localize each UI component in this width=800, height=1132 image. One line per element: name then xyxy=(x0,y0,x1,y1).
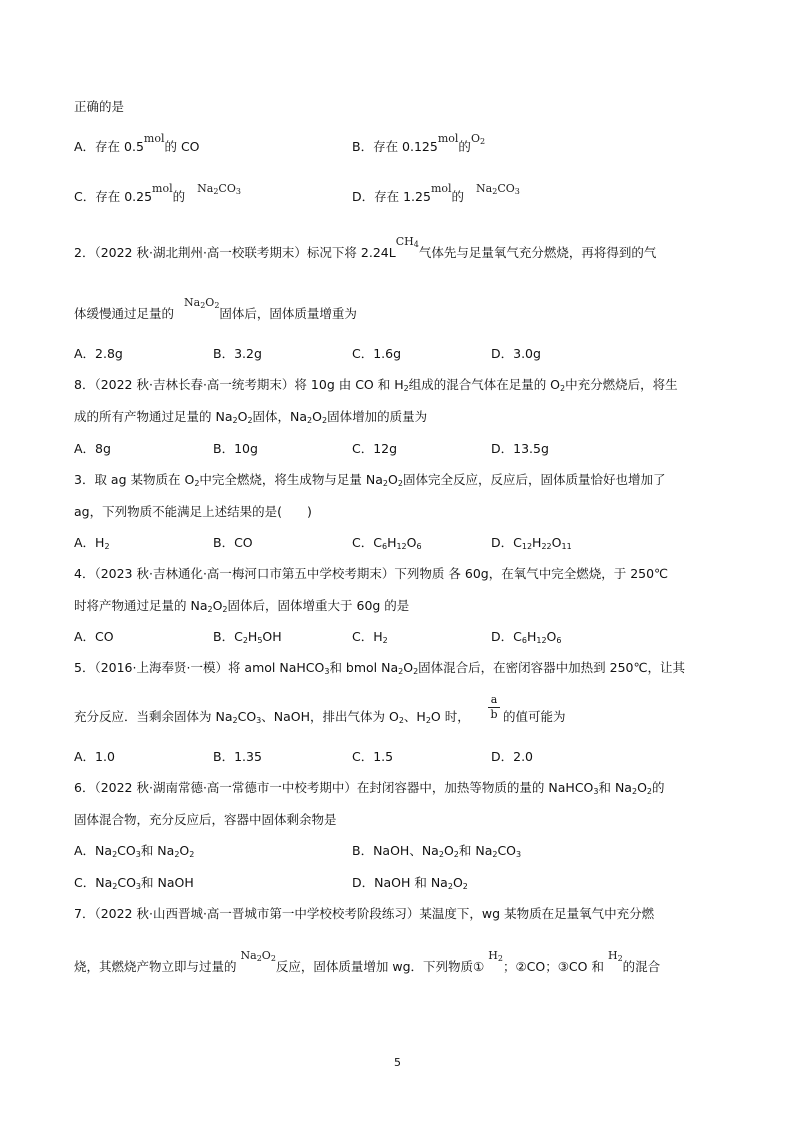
question-8-line-1: 8．（2022 秋·吉林长春·高一统考期末）将 10g 由 CO 和 $H_2$组成的混合气体在足量的 $O_2$中充分燃烧后，将生 xyxy=(74,377,678,393)
option-a: A．CO xyxy=(74,629,114,644)
formula-na2o2: $Na_2O_2$ xyxy=(184,296,220,310)
text-line: 正确的是 xyxy=(74,99,125,114)
question-text: 的值可能为 xyxy=(503,709,566,724)
option-b: B．CO xyxy=(213,535,253,550)
formula-h2: $H_2$ xyxy=(607,949,623,963)
question-7-line-1: 7．（2022 秋·山西晋城·高一晋城市第一中学校校考阶段练习）某温度下，wg 某物质在足量氧气中充分燃 xyxy=(74,906,655,921)
question-text: 2．（2022 秋·湖北荆州·高一校联考期末）标况下将 2.24L xyxy=(74,245,396,260)
option-text: 的 xyxy=(172,189,186,204)
option-text: D．存在 1.25 xyxy=(352,189,431,204)
question-7-line-2: 烧，其燃烧产物立即与过量的$Na_2O_2$反应，固体质量增加 wg．下列物质$①H_2$；②CO；③CO 和$H_2$的混合 xyxy=(74,949,661,974)
option-c: C．1.6g xyxy=(352,346,402,361)
option-d: D．NaOH 和 $Na_2O_2$ xyxy=(352,875,468,891)
option-d: D．$C_{12}H_{22}O_{11}$ xyxy=(491,535,572,551)
fraction-numerator: a xyxy=(490,693,498,706)
option-b: B．NaOH、$Na_2O_2$和 $Na_2CO_3$ xyxy=(352,843,522,859)
option-text: A．存在 0.5 xyxy=(74,139,144,154)
unit: mol xyxy=(152,182,173,195)
question-text: 气体先与足量氧气充分燃烧，再将得到的气 xyxy=(418,245,657,260)
question-text: 体缓慢通过足量的 xyxy=(74,306,175,321)
formula-ch4: $CH_4$ xyxy=(395,235,419,249)
option-c: C．$H_2$ xyxy=(352,629,388,645)
option-text: 的 xyxy=(458,139,471,154)
question-text: 固体后，固体质量增重为 xyxy=(219,306,357,321)
option-a: A．2.8g xyxy=(74,346,123,361)
option-a: A．1.0 xyxy=(74,749,115,764)
option-c: C．12g xyxy=(352,441,398,456)
option-b: B．1.35 xyxy=(213,749,262,764)
question-5-line-1: 5．（2016·上海奉贤·一模）将 amol NaHCO$_3$和 bmol $Na_2O_2$固体混合后，在密闭容器中加热到 250℃，让其 xyxy=(74,660,686,676)
option-b: B．$C_2H_5OH$ xyxy=(213,629,282,645)
option-text: 的 xyxy=(451,189,465,204)
option-b xyxy=(352,132,486,157)
question-4-line-2: 时将产物通过足量的 $Na_2O_2$固体后，固体增重大于 60g 的是 xyxy=(74,598,410,614)
unit: mol xyxy=(437,132,459,145)
question-2-line-2 xyxy=(74,296,357,324)
option-a xyxy=(74,132,200,157)
question-8-line-2: 成的所有产物通过足量的 $Na_2O_2$固体，$Na_2O_2$固体增加的质量为 xyxy=(74,409,428,425)
option-a: A．8g xyxy=(74,441,111,456)
option-b: B．10g xyxy=(213,441,258,456)
question-4-line-1: 4．（2023 秋·吉林通化·高一梅河口市第五中学校考期末）下列物质 各 60g，在氧气中完全燃烧，于 250℃ xyxy=(74,566,669,581)
question-5-line-2: 充分反应．当剩余固体为 $Na_2CO_3$、NaOH，排出气体为 $O_2$、$H_2O$ 时， xyxy=(74,709,470,725)
fraction-denominator: b xyxy=(488,707,500,722)
question-6-line-2: 固体混合物，充分反应后，容器中固体剩余物是 xyxy=(74,812,337,827)
option-b: B．3.2g xyxy=(213,346,262,361)
option-text: 的 CO xyxy=(164,139,200,154)
option-text: B．存在 0.125 xyxy=(352,139,438,154)
option-text: C．存在 0.25 xyxy=(74,189,153,204)
unit: mol xyxy=(143,132,165,145)
option-a: A．$H_2$ xyxy=(74,535,110,551)
formula-na2co3: $Na_2CO_3$ xyxy=(476,182,520,196)
unit: mol xyxy=(430,182,452,195)
formula-h2: $H_2$ xyxy=(488,949,503,963)
question-2-line-1 xyxy=(74,235,657,263)
fraction-a-over-b xyxy=(488,693,500,722)
option-a: A．$Na_2CO_3$和 $Na_2O_2$ xyxy=(74,843,195,859)
option-c: C．$Na_2CO_3$和 NaOH xyxy=(74,875,194,891)
formula-na2co3: $Na_2CO_3$ xyxy=(197,182,241,196)
option-d: D．3.0g xyxy=(491,346,541,361)
option-d xyxy=(352,182,520,207)
question-3-line-2: ag，下列物质不能满足上述结果的是( ) xyxy=(74,504,312,519)
option-d: D．2.0 xyxy=(491,749,534,764)
option-d: D．$C_6H_{12}O_6$ xyxy=(491,629,562,645)
option-c: C．1.5 xyxy=(352,749,394,764)
formula-na2o2: $Na_2O_2$ xyxy=(240,949,276,963)
formula-o2: $O_2$ xyxy=(470,132,486,146)
question-6-line-1: 6．（2022 秋·湖南常德·高一常德市一中校考期中）在封闭容器中，加热等物质的量的 NaHCO$_3$和 $Na_2O_2$的 xyxy=(74,780,665,796)
page-number: 5 xyxy=(394,1056,401,1069)
option-d: D．13.5g xyxy=(491,441,549,456)
option-c: C．$C_6H_{12}O_6$ xyxy=(352,535,422,551)
question-3-line-1: 3．取 ag 某物质在 $O_2$中完全燃烧，将生成物与足量 $Na_2O_2$固体完全反应，反应后，固体质量恰好也增加了 xyxy=(74,472,666,488)
option-c xyxy=(74,182,241,207)
